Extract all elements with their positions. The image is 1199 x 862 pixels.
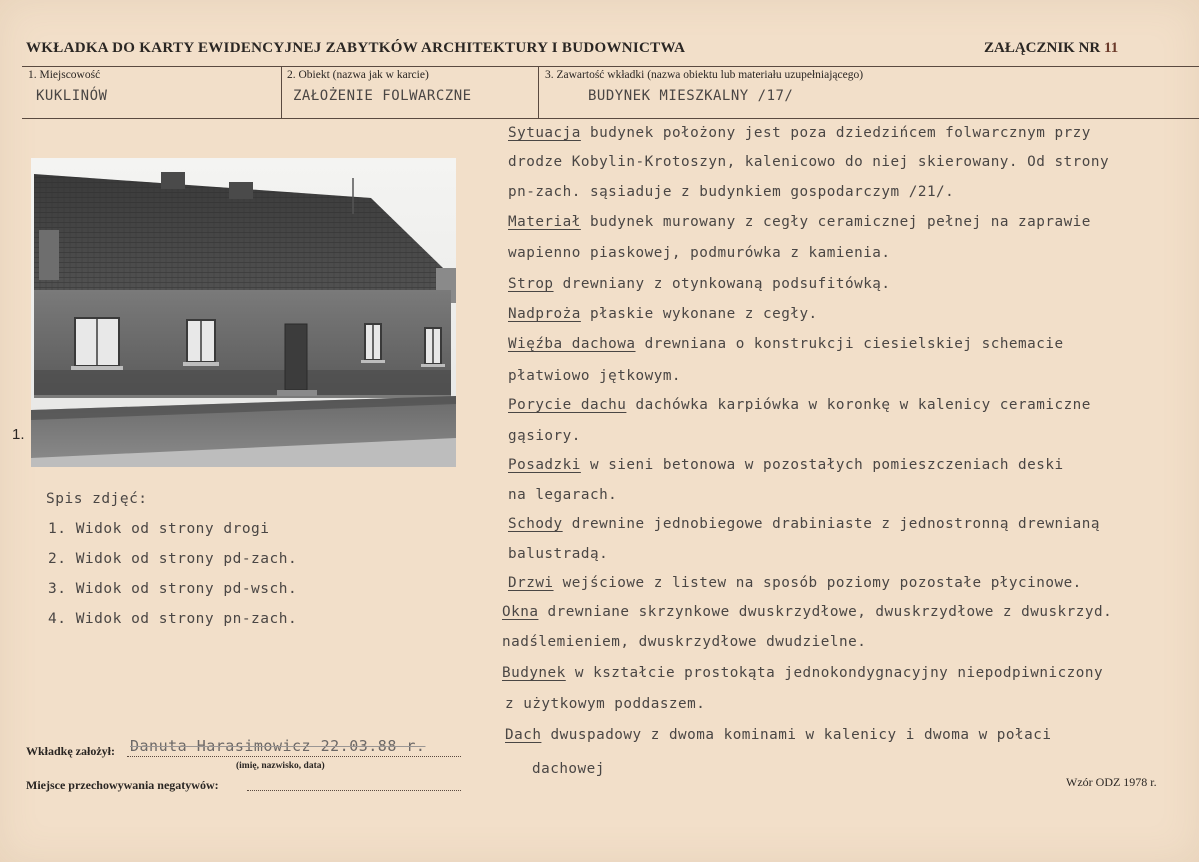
description-text: balustradą. <box>508 546 609 562</box>
description-line <box>508 516 1100 532</box>
description-text: drewnine jednobiegowe drabiniaste z jednostronną drewnianą <box>562 516 1100 532</box>
description-line <box>502 604 1112 620</box>
photo-list-title: Spis zdjęć: <box>46 491 148 507</box>
description-line <box>508 457 1064 473</box>
description-text: na legarach. <box>508 487 618 503</box>
description-keyword: Budynek <box>502 665 566 681</box>
description-line <box>508 575 1082 591</box>
description-line <box>508 487 617 503</box>
field-label-object: 2. Obiekt (nazwa jak w karcie) <box>287 69 429 81</box>
description-text: drewniany z otynkowaną podsufitówką. <box>553 276 891 292</box>
field-value-locality: KUKLINÓW <box>36 88 108 104</box>
description-line <box>505 727 1051 743</box>
description-text: z użytkowym poddaszem. <box>505 696 706 712</box>
description-keyword: Dach <box>505 727 542 743</box>
building-photo-image <box>31 158 456 467</box>
description-text: budynek murowany z cegły ceramicznej pełnej na zaprawie <box>580 214 1091 230</box>
description-text: w kształcie prostokąta jednokondygnacyjny niepodpiwniczony <box>565 665 1104 681</box>
description-line <box>508 125 1091 141</box>
description-line <box>502 665 1103 681</box>
annex-number: 11 <box>1104 40 1119 56</box>
description-text: drewniane skrzynkowe dwuskrzydłowe, dwuskrzydłowe z dwuskrzyd. <box>538 604 1113 620</box>
description-line <box>508 397 1091 413</box>
field-divider-2 <box>538 66 539 119</box>
description-line <box>508 184 954 200</box>
description-line <box>508 336 1064 352</box>
header-rule-bottom <box>22 118 1199 119</box>
description-keyword: Materiał <box>508 214 581 230</box>
photo-number: 1. <box>12 426 25 443</box>
description-line <box>508 368 681 384</box>
description-text: dachowej <box>532 761 605 777</box>
description-text: wapienno piaskowej, podmurówka z kamienia. <box>508 245 891 261</box>
description-line <box>508 428 581 444</box>
description-line <box>508 546 608 562</box>
photo-list-item: 4. Widok od strony pn-zach. <box>48 611 298 627</box>
photo-list-item: 1. Widok od strony drogi <box>48 521 270 537</box>
description-text: drodze Kobylin-Krotoszyn, kalenicowo do niej skierowany. Od strony <box>508 154 1110 170</box>
description-keyword: Nadproża <box>508 306 581 322</box>
description-keyword: Strop <box>508 276 554 292</box>
description-keyword: Schody <box>508 516 563 532</box>
field-label-content: 3. Zawartość wkładki (nazwa obiektu lub materiału uzupełniającego) <box>545 69 864 81</box>
storage-label: Miejsce przechowywania negatywów: <box>26 778 219 792</box>
established-value: Danuta Harasimowicz 22.03.88 r. <box>130 737 426 755</box>
field-divider-1 <box>281 66 282 119</box>
description-text: w sieni betonowa w pozostałych pomieszczeniach deski <box>580 457 1064 473</box>
description-keyword: Posadzki <box>508 457 581 473</box>
description-line <box>505 696 705 712</box>
description-text: gąsiory. <box>508 428 581 444</box>
form-model: Wzór ODZ 1978 r. <box>1066 775 1157 789</box>
annex-label <box>984 40 1118 57</box>
description-line <box>502 634 866 650</box>
description-keyword: Okna <box>502 604 539 620</box>
description-line <box>508 214 1091 230</box>
description-line <box>508 245 891 261</box>
annex-label-text: ZAŁĄCZNIK NR <box>984 40 1101 56</box>
description-text: nadślemieniem, dwuskrzydłowe dwudzielne. <box>502 634 867 650</box>
description-keyword: Więźba dachowa <box>508 336 636 352</box>
field-value-object: ZAŁOŻENIE FOLWARCZNE <box>293 88 472 104</box>
description-text: pn-zach. sąsiaduje z budynkiem gospodarczym /21/. <box>508 184 955 200</box>
description-line <box>508 276 891 292</box>
field-value-content: BUDYNEK MIESZKALNY /17/ <box>588 88 794 104</box>
photo-list-item: 2. Widok od strony pd-zach. <box>48 551 298 567</box>
established-label: Wkładkę założył: <box>26 744 115 758</box>
photo-list-item: 3. Widok od strony pd-wsch. <box>48 581 298 597</box>
description-line <box>508 306 818 322</box>
description-text: drewniana o konstrukcji ciesielskiej schemacie <box>635 336 1064 352</box>
field-label-locality: 1. Miejscowość <box>28 69 101 81</box>
description-text: budynek położony jest poza dziedzińcem folwarcznym przy <box>580 125 1091 141</box>
building-photo <box>31 158 456 467</box>
description-text: dwuspadowy z dwoma kominami w kalenicy i dwoma w połaci <box>541 727 1052 743</box>
description-text: płaskie wykonane z cegły. <box>580 306 818 322</box>
established-dotted-line <box>127 756 461 757</box>
header-rule-top <box>22 66 1199 67</box>
description-line <box>532 761 605 777</box>
description-keyword: Drzwi <box>508 575 554 591</box>
description-text: wejściowe z listew na sposób poziomy pozostałe płycinowe. <box>553 575 1082 591</box>
description-keyword: Sytuacja <box>508 125 581 141</box>
form-title: WKŁADKA DO KARTY EWIDENCYJNEJ ZABYTKÓW ARCHITEKTURY I BUDOWNICTWA <box>26 40 686 56</box>
description-text: płatwiowo jętkowym. <box>508 368 682 384</box>
established-hint: (imię, nazwisko, data) <box>236 761 325 771</box>
storage-dotted-line <box>247 790 461 791</box>
description-line <box>508 154 1109 170</box>
description-text: dachówka karpiówka w koronkę w kalenicy ceramiczne <box>626 397 1091 413</box>
description-keyword: Porycie dachu <box>508 397 627 413</box>
